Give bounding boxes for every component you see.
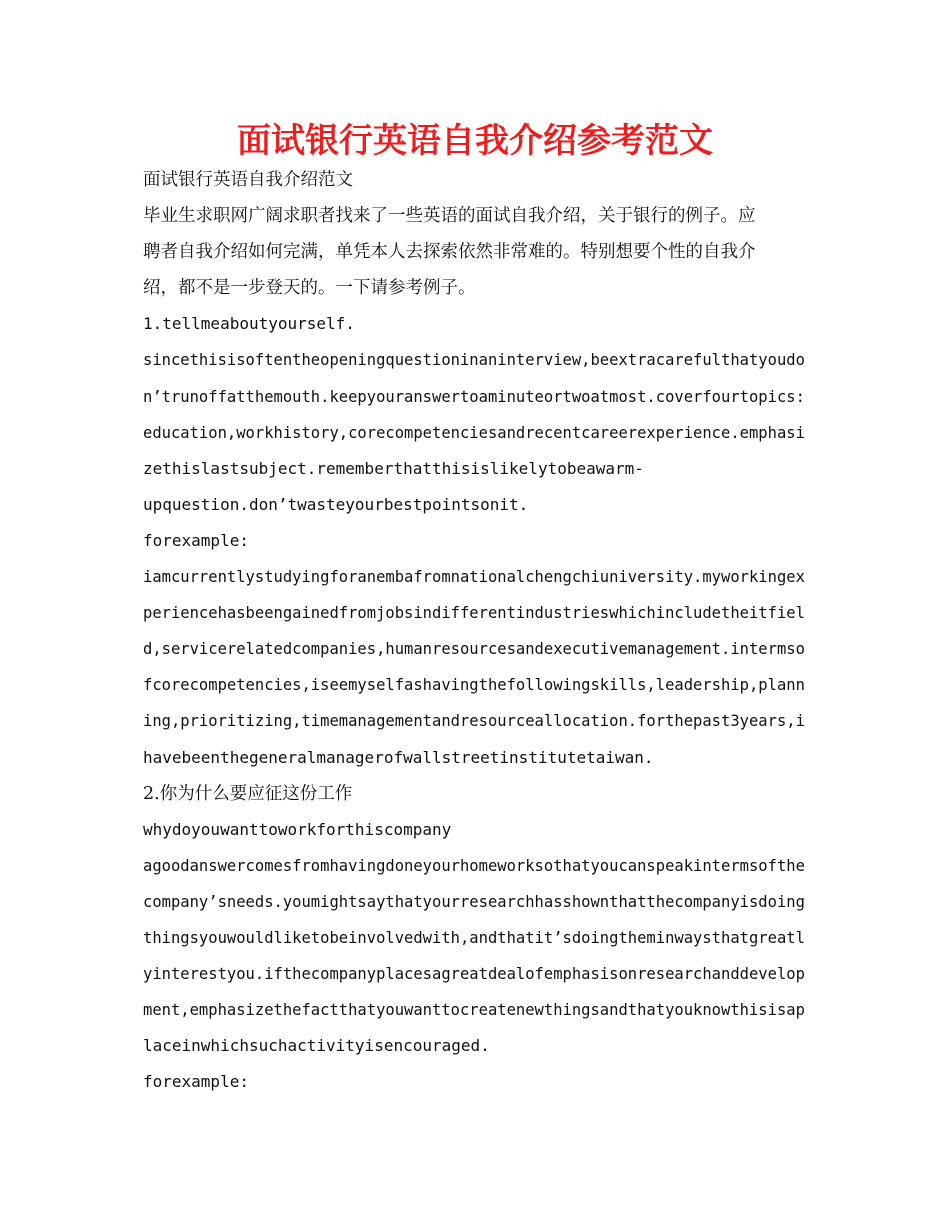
paragraph-line: 毕业生求职网广阔求职者找来了一些英语的面试自我介绍，关于银行的例子。应 [143, 206, 756, 227]
paragraph-line: 1.tellmeaboutyourself. [143, 314, 355, 334]
paragraph-line: sincethisisoftentheopeningquestioninaninterview,beextracarefulthatyoudo [143, 350, 805, 370]
paragraph-line: ment,emphasizethefactthatyouwanttocreatenewthingsandthatyouknowthisisap [143, 1000, 805, 1020]
paragraph-line: 面试银行英语自我介绍范文 [143, 170, 353, 190]
paragraph-line: fcorecompetencies,iseemyselfashavingthefollowingskills,leadership,plann [143, 675, 805, 695]
paragraph-line: agoodanswercomesfromhavingdoneyourhomeworksothatyoucanspeakintermsofthe [143, 855, 805, 875]
paragraph-line: 聘者自我介绍如何完满，单凭本人去探索依然非常难的。特别想要个性的自我介 [143, 242, 756, 263]
paragraph-line: periencehasbeengainedfromjobsindifferentindustrieswhichincludetheitfiel [143, 603, 805, 623]
paragraph-line: 绍，都不是一步登天的。一下请参考例子。 [143, 278, 476, 299]
document-title: 面试银行英语自我介绍参考范文 [237, 121, 713, 161]
paragraph-line: 2.你为什么要应征这份工作 [143, 783, 353, 804]
paragraph-line: laceinwhichsuchactivityisencouraged. [143, 1036, 490, 1056]
paragraph-line: yinterestyou.ifthecompanyplacesagreatdealofemphasisonresearchanddevelop [143, 964, 805, 984]
paragraph-line: thingsyouwouldliketobeinvolvedwith,andthatit’sdoingtheminwaysthatgreatl [143, 927, 805, 947]
paragraph-line: whydoyouwanttoworkforthiscompany [143, 819, 452, 839]
paragraph-line: education,workhistory,corecompetenciesandrecentcareerexperience.emphasi [143, 422, 805, 442]
paragraph-line: company’sneeds.youmightsaythatyourresearchhasshownthatthecompanyisdoing [143, 891, 805, 911]
paragraph-line: zethislastsubject.rememberthatthisislikelytobeawarm- [143, 458, 644, 478]
document-body [143, 162, 805, 1100]
paragraph-line: forexample: [143, 1072, 249, 1092]
paragraph-line: forexample: [143, 530, 249, 550]
paragraph-line: havebeenthegeneralmanagerofwallstreetinstitutetaiwan. [143, 747, 654, 767]
paragraph-line: n’trunoffatthemouth.keepyouranswertoaminuteortwoatmost.coverfourtopics: [143, 386, 805, 406]
paragraph-line: ing,prioritizing,timemanagementandresourceallocation.forthepast3years,i [143, 711, 805, 731]
paragraph-line: iamcurrentlystudyingforanembafromnationalchengchiuniversity.myworkingex [143, 567, 805, 587]
paragraph-line: upquestion.don’twasteyourbestpointsonit. [143, 494, 529, 514]
paragraph-line: d,servicerelatedcompanies,humanresourcesandexecutivemanagement.intermso [143, 639, 805, 659]
